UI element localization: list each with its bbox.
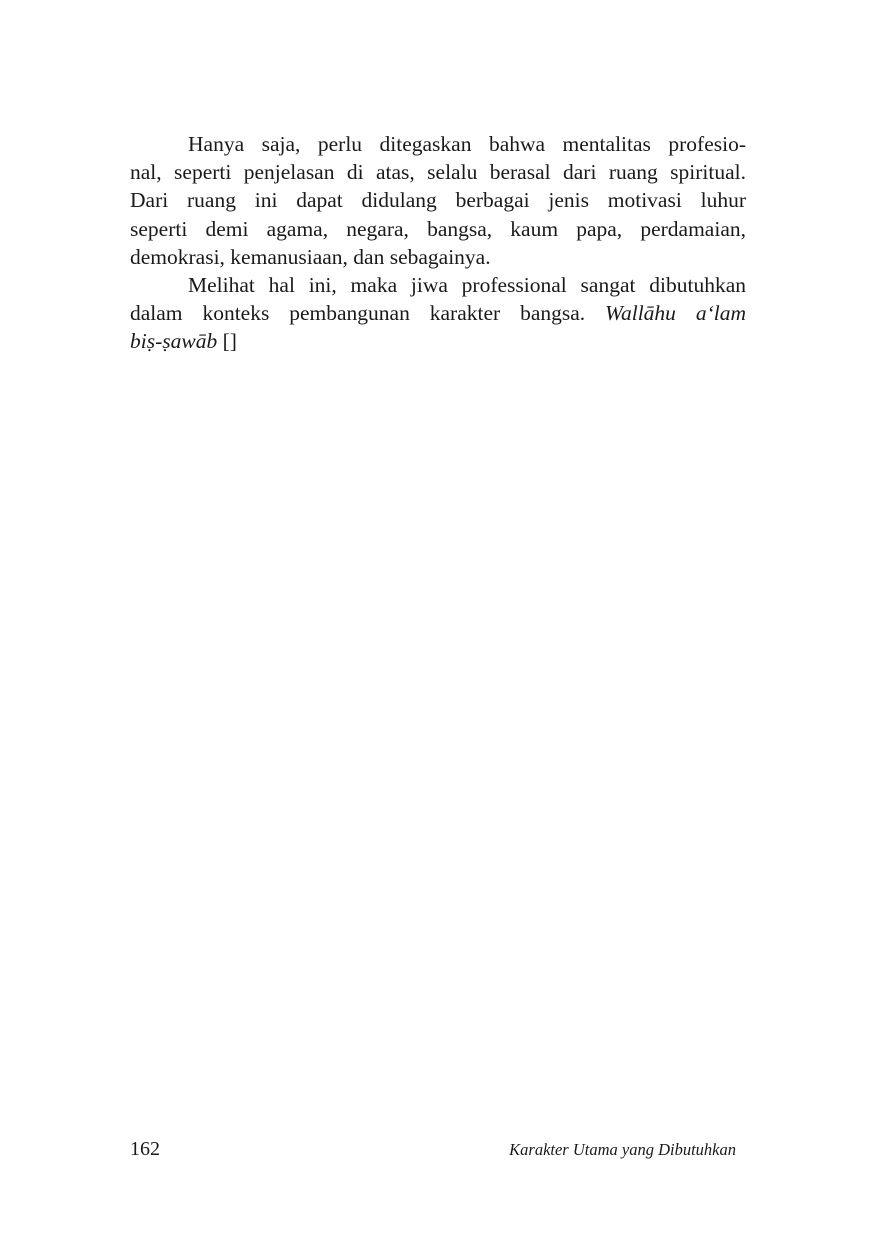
- paragraph-2-line: [130, 327, 746, 355]
- paragraph-1-line: Hanya saja, perlu ditegaskan bahwa mentalitas profesio-: [188, 132, 746, 156]
- closing-mark: []: [217, 329, 237, 354]
- page-footer: [130, 1138, 736, 1164]
- paragraph-2-line: [130, 299, 746, 327]
- paragraph-2: [130, 271, 746, 356]
- paragraph-1-line: Dari ruang ini dapat didulang berbagai jenis motivasi luhur: [130, 188, 746, 213]
- paragraph-1-line: nal, seperti penjelasan di atas, selalu berasal dari ruang spiritual.: [130, 160, 746, 185]
- arabic-phrase-italic: Wallāhu a‘lam: [605, 301, 746, 326]
- body-text: [130, 130, 746, 356]
- paragraph-2-line: Melihat hal ini, maka jiwa professional sangat dibutuhkan: [188, 273, 746, 298]
- paragraph-2-text: dalam konteks pembangunan karakter bangsa.: [130, 301, 586, 326]
- paragraph-1-line: seperti demi agama, negara, bangsa, kaum papa, perdamaian,: [130, 216, 746, 241]
- arabic-phrase-italic-end: biṣ-ṣawāb: [130, 329, 218, 354]
- page-number: 162: [130, 1138, 160, 1160]
- paragraph-1: [130, 130, 746, 271]
- paragraph-1-line: demokrasi, kemanusiaan, dan sebagainya.: [130, 244, 491, 269]
- running-title: Karakter Utama yang Dibutuhkan: [509, 1140, 736, 1159]
